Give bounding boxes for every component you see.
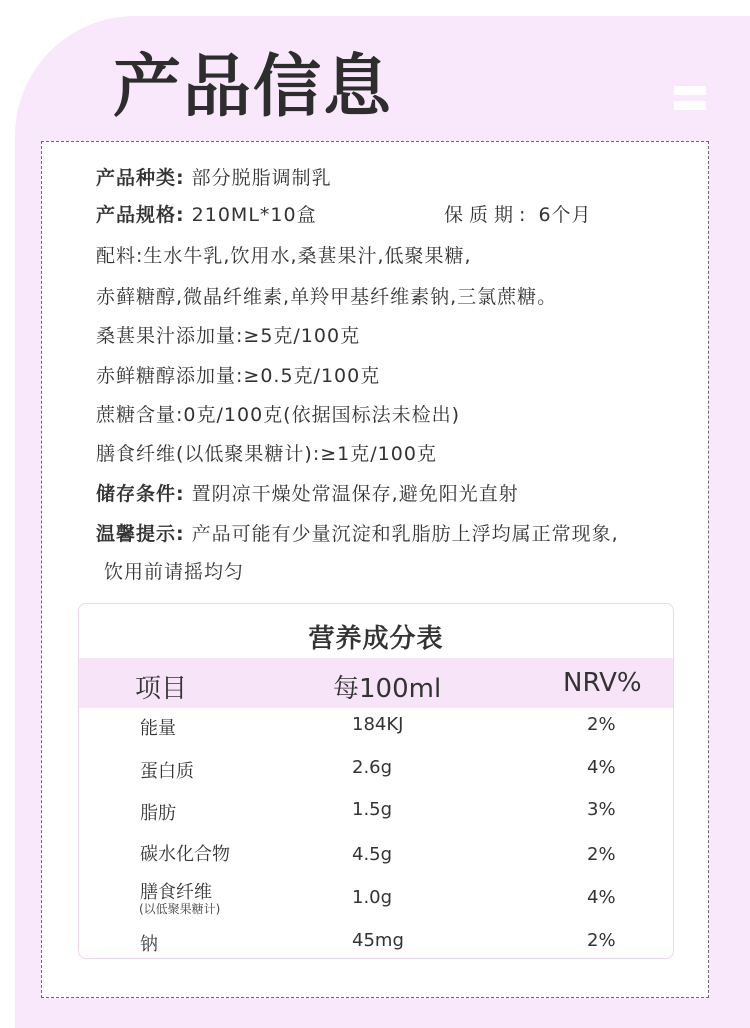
tip-value: 产品可能有少量沉淀和乳脂肪上浮均属正常现象, <box>191 523 619 545</box>
header-item: 项目 <box>135 674 188 704</box>
table-row <box>79 878 673 924</box>
row-nrv: 4% <box>587 887 616 908</box>
nutrition-table-header <box>79 658 673 708</box>
decorative-bar-bottom <box>674 101 706 110</box>
shelf-life-value: 6个月 <box>538 204 592 226</box>
category-value: 部分脱脂调制乳 <box>191 167 332 189</box>
row-item-note: (以低聚果糖计) <box>139 902 221 916</box>
ingredients-line-1: 配料:生水牛乳,饮用水,桑葚果汁,低聚果糖, <box>96 245 472 267</box>
header-per-100ml: 每100ml <box>333 674 442 704</box>
spec-line <box>96 202 317 228</box>
mulberry-juice-line: 桑葚果汁添加量:≥5克/100克 <box>96 325 361 347</box>
row-nrv: 2% <box>587 714 616 735</box>
row-per-100ml: 1.0g <box>352 887 393 908</box>
page-title: 产品信息 <box>113 48 394 127</box>
storage-line <box>96 481 519 507</box>
tip-line <box>96 521 619 547</box>
row-nrv: 2% <box>587 930 616 951</box>
row-nrv: 2% <box>587 844 616 865</box>
storage-value: 置阴凉干燥处常温保存,避免阳光直射 <box>191 483 519 505</box>
table-row <box>79 840 673 880</box>
table-row <box>79 799 673 839</box>
row-per-100ml: 45mg <box>352 930 404 951</box>
row-item: 蛋白质 <box>140 761 194 782</box>
table-row <box>79 757 673 797</box>
row-item: 碳水化合物 <box>140 844 230 865</box>
category-line <box>96 165 332 191</box>
erythritol-line: 赤鲜糖醇添加量:≥0.5克/100克 <box>96 365 381 387</box>
tip-line-2: 饮用前请摇均匀 <box>104 561 245 583</box>
row-item: 能量 <box>140 718 176 739</box>
table-row <box>79 930 673 959</box>
nutrition-table-title: 营养成分表 <box>308 624 444 654</box>
row-per-100ml: 4.5g <box>352 844 393 865</box>
storage-label: 储存条件: <box>96 483 185 505</box>
spec-label: 产品规格: <box>96 204 185 226</box>
category-label: 产品种类: <box>96 167 185 189</box>
shelf-life-label: 保质期: <box>444 204 532 226</box>
row-item: 钠 <box>140 934 158 955</box>
row-item: 膳食纤维 <box>140 882 212 903</box>
nutrition-table <box>78 603 674 959</box>
header-nrv: NRV% <box>563 668 642 698</box>
decorative-bar-top <box>674 86 706 95</box>
row-per-100ml: 2.6g <box>352 757 393 778</box>
sucrose-line: 蔗糖含量:0克/100克(依据国标法未检出) <box>96 404 460 426</box>
row-per-100ml: 1.5g <box>352 799 393 820</box>
spec-value: 210ML*10盒 <box>191 204 317 226</box>
tip-label: 温馨提示: <box>96 523 185 545</box>
shelf-life-line <box>444 202 592 228</box>
row-per-100ml: 184KJ <box>352 714 404 735</box>
row-item: 脂肪 <box>140 803 176 824</box>
row-nrv: 4% <box>587 757 616 778</box>
row-nrv: 3% <box>587 799 616 820</box>
ingredients-line-2: 赤藓糖醇,微晶纤维素,单羚甲基纤维素钠,三氯蔗糖。 <box>96 286 558 308</box>
table-row <box>79 714 673 754</box>
fiber-line: 膳食纤维(以低聚果糖计):≥1克/100克 <box>96 443 437 465</box>
